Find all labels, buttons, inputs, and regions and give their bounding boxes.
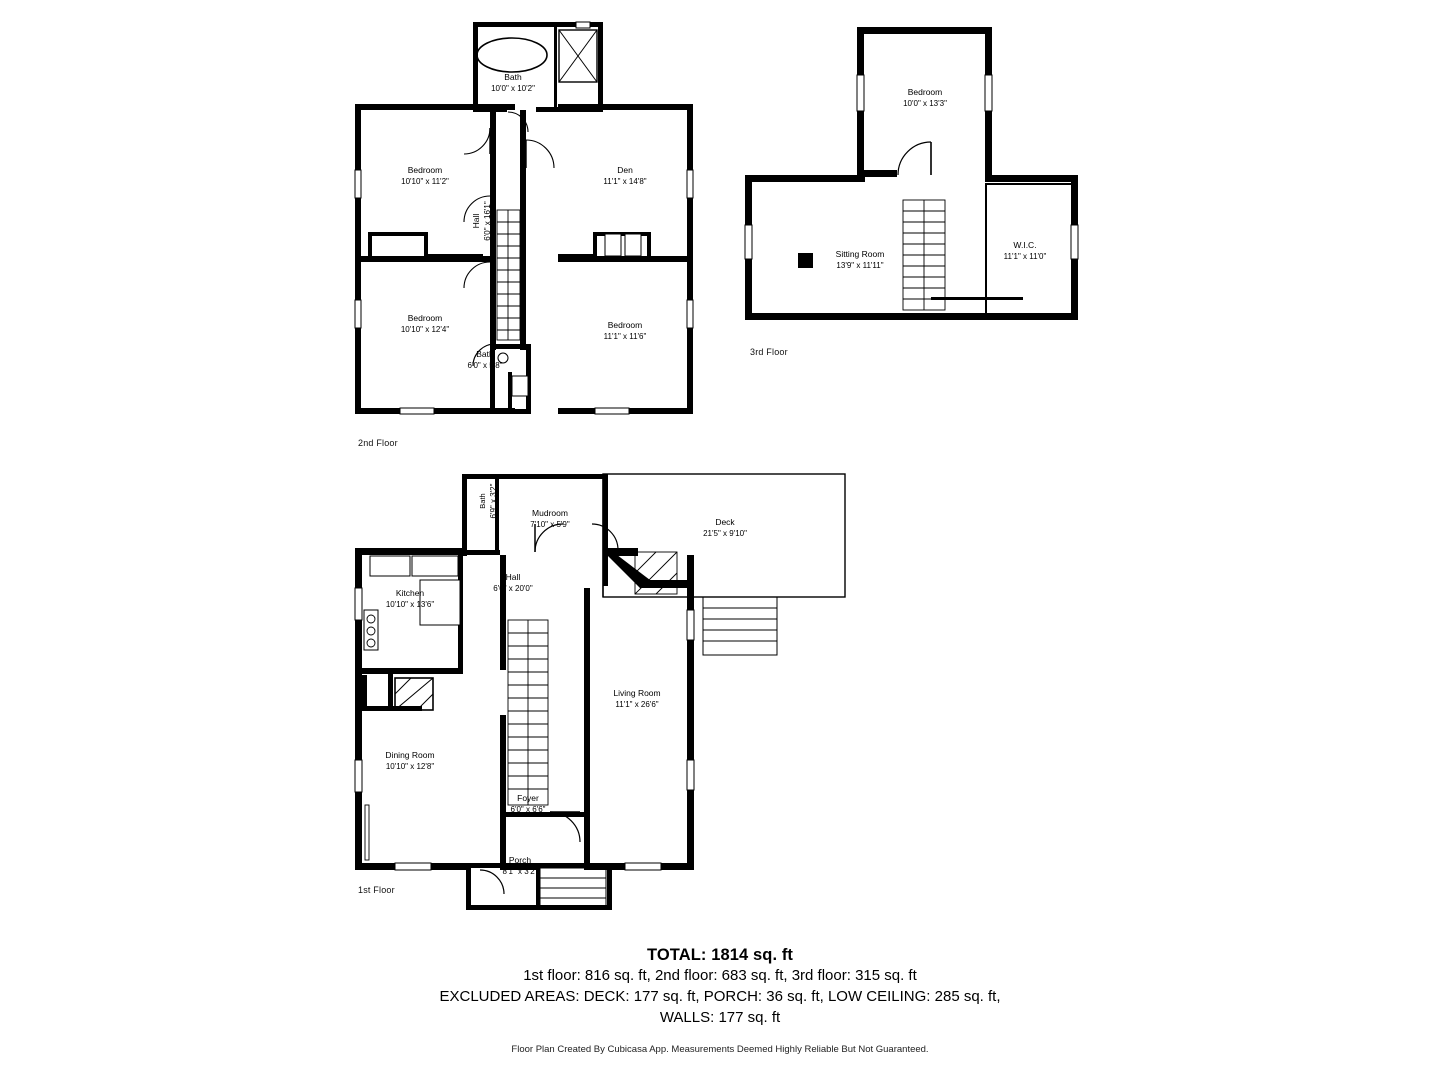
floor-label-2nd: 2nd Floor [358, 438, 398, 448]
room-label-porch-1f: Porch 8'1" x 3'2" [502, 855, 538, 876]
room-label-kitchen-1f: Kitchen 10'10" x 13'6" [385, 588, 435, 609]
room-label-bath-2f-small: Bath 6'0" x 5'8" [467, 349, 503, 370]
room-label-bedroom-2f-nw: Bedroom 10'10" x 11'2" [401, 165, 449, 186]
floor-label-1st: 1st Floor [358, 885, 395, 895]
room-label-hall-2f: Hall 6'0" x 16'1" [471, 201, 492, 241]
room-label-bedroom-2f-se: Bedroom 11'1" x 11'6" [603, 320, 647, 341]
room-label-bedroom-2f-sw: Bedroom 10'10" x 12'4" [400, 313, 450, 334]
summary-floors: 1st floor: 816 sq. ft, 2nd floor: 683 sq. ft, 3rd floor: 315 sq. ft [523, 967, 917, 984]
room-label-hall-1f: Hall 6'0" x 20'0" [493, 572, 533, 593]
second-floor-plan [340, 10, 720, 448]
summary-block [0, 946, 1440, 1028]
room-label-living-room-1f: Living Room 11'1" x 26'6" [613, 688, 661, 709]
room-label-wic-3f: W.I.C. 11'1" x 11'0" [1003, 240, 1047, 261]
first-floor-plan [340, 460, 860, 910]
room-label-bath-1f: Bath 6'9" x 3'2" [478, 483, 498, 519]
third-floor-drawing [735, 15, 1105, 365]
third-floor-plan [735, 15, 1105, 365]
summary-walls: WALLS: 177 sq. ft [659, 1009, 781, 1026]
room-label-foyer-1f: Foyer 6'0" x 6'6" [510, 793, 546, 814]
room-label-sitting-room-3f: Sitting Room 13'9" x 11'11" [835, 249, 885, 270]
room-label-deck-1f: Deck 21'5" x 9'10" [703, 517, 747, 538]
room-label-bedroom-3f: Bedroom 10'0" x 13'3" [903, 87, 947, 108]
room-label-dining-room-1f: Dining Room 10'10" x 12'8" [385, 750, 435, 771]
summary-total: TOTAL: 1814 sq. ft [646, 946, 794, 964]
credit-text: Floor Plan Created By Cubicasa App. Measurements Deemed Highly Reliable But Not Guaranteed. [511, 1044, 929, 1055]
room-label-den-2f: Den 11'1" x 14'8" [603, 165, 647, 186]
room-label-bath-2f: Bath 10'0" x 10'2" [491, 72, 535, 93]
floor-label-3rd: 3rd Floor [750, 347, 788, 357]
summary-excluded: EXCLUDED AREAS: DECK: 177 sq. ft, PORCH: 36 sq. ft, LOW CEILING: 285 sq. ft, [439, 988, 1001, 1005]
room-label-mudroom-1f: Mudroom 7'10" x 5'9" [530, 508, 570, 529]
